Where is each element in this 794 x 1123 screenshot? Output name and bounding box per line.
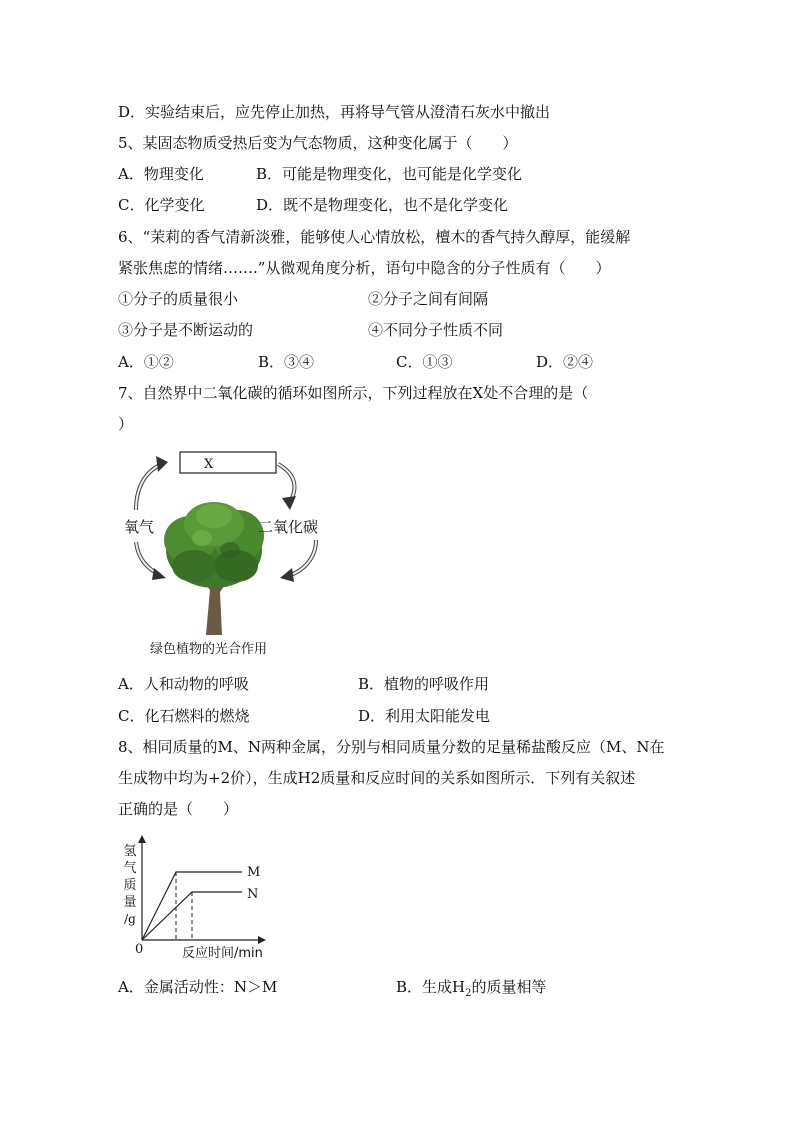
carbon-dioxide-label: 二氧化碳	[258, 518, 319, 536]
q6-statement-4: ④不同分子性质不同	[368, 321, 504, 339]
oxygen-label: 氧气	[124, 518, 155, 536]
arrow-right-bottom-head	[280, 568, 294, 582]
q6-stem-line2: 紧张焦虑的情绪…….”从微观角度分析，语句中隐含的分子性质有（ ）	[118, 259, 611, 277]
graph-origin: 0	[135, 942, 144, 957]
q5-option-a: A．物理变化	[118, 165, 204, 183]
q7-option-c: C．化石燃料的燃烧	[118, 707, 250, 725]
q7-stem-line2: ）	[118, 415, 134, 433]
graph-label-m: M	[247, 865, 261, 880]
q6-option-d: D．②④	[536, 353, 594, 371]
q8-option-a: A．金属活动性：N＞M	[118, 978, 278, 996]
q5-stem: 5、某固态物质受热后变为气态物质，这种变化属于（ ）	[118, 134, 518, 152]
diagram-caption: 绿色植物的光合作用	[150, 642, 268, 657]
q8-stem-line2: 生成物中均为+2价），生成H2质量和反应时间的关系如图所示．下列有关叙述	[118, 769, 636, 787]
q5-option-c: C．化学变化	[118, 196, 205, 214]
carbon-cycle-svg	[110, 440, 350, 670]
ylabel-char: 氢	[123, 844, 137, 859]
q4-option-d: D．实验结束后，应先停止加热，再将导气管从澄清石灰水中撤出	[118, 103, 551, 121]
ylabel-char: 量	[123, 895, 137, 910]
q7-stem-line1: 7、自然界中二氧化碳的循环如图所示，下列过程放在X处不合理的是（	[118, 384, 589, 402]
y-axis-arrow	[138, 835, 146, 843]
q8-option-b-suffix: 的质量相等	[471, 978, 547, 996]
q5-option-d: D．既不是物理变化，也不是化学变化	[256, 196, 509, 214]
ylabel-char: /g	[124, 912, 136, 926]
ylabel-char: 气	[123, 861, 137, 876]
q8-option-b-sub: 2	[465, 988, 472, 999]
graph-xlabel: 反应时间/min	[182, 946, 263, 961]
q5-option-b: B．可能是物理变化，也可能是化学变化	[256, 165, 523, 183]
q7-option-a: A．人和动物的呼吸	[118, 675, 249, 693]
q8-option-b-prefix: B．生成H	[396, 978, 466, 996]
q8-option-b	[396, 977, 547, 1004]
x-axis-arrow	[258, 936, 266, 944]
arrow-right-top-head	[282, 496, 296, 510]
q6-option-a: A．①②	[118, 353, 174, 371]
tree-icon	[164, 502, 264, 635]
x-box-label: X	[204, 457, 214, 472]
q6-option-b: B．③④	[258, 353, 315, 371]
x-box	[180, 452, 276, 473]
q6-option-c: C．①③	[396, 353, 453, 371]
q6-statement-3: ③分子是不断运动的	[118, 321, 254, 339]
q6-stem-line1: 6、“茉莉的香气清新淡雅，能够使人心情放松，檀木的香气持久醇厚，能缓解	[118, 228, 631, 246]
q7-carbon-cycle-diagram	[110, 440, 350, 670]
q6-statement-1: ①分子的质量很小	[118, 290, 239, 308]
q8-stem-line1: 8、相同质量的M、N两种金属，分别与相同质量分数的足量稀盐酸反应（M、N在	[118, 738, 665, 756]
arrow-left-top-head	[156, 456, 168, 472]
q7-option-d: D．利用太阳能发电	[358, 707, 491, 725]
ylabel-char: 质	[123, 878, 137, 893]
graph-ylabel	[120, 843, 140, 928]
graph-label-n: N	[247, 887, 259, 902]
q8-stem-line3: 正确的是（ ）	[118, 800, 239, 818]
q6-statement-2: ②分子之间有间隔	[368, 290, 489, 308]
q7-option-b: B．植物的呼吸作用	[358, 675, 490, 693]
arrow-left-bottom-head	[152, 568, 166, 580]
